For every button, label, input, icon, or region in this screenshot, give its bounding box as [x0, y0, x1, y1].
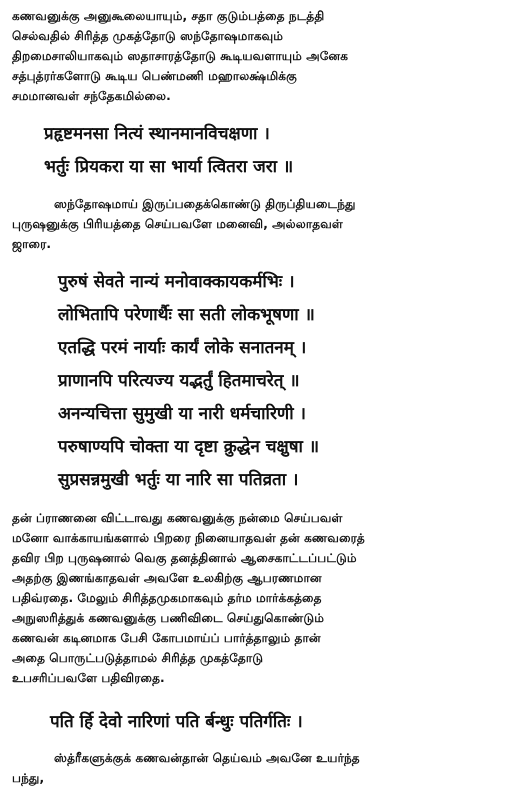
verse-line: प्राणानपि परित्यज्य यद्भर्तुं हितमाचरेत् ॥	[58, 371, 300, 391]
verse-line: पति र्हि देवो नारिणां पति र्बन्धुः पतिर्गतिः ।	[50, 712, 303, 732]
text-line: அநுஸரித்துக் கணவனுக்கு பணிவிடை செய்துகொண்டும்	[12, 611, 325, 625]
text-line: உபசரிப்பவளே பதிவிரதை.	[12, 671, 165, 685]
text-line: ஸந்தோஷமாய் இருப்பதைக்கொண்டு திருப்தியடைந்து	[54, 197, 356, 211]
verse-line: भर्तुः प्रियकरा या सा भार्या त्वितरा जरा ॥	[44, 157, 294, 177]
text-line: திறமைசாலியாகவும் ஸதாசாரத்தோடு கூடியவளாயும் அனேக	[12, 49, 349, 63]
paragraph-1	[12, 6, 510, 106]
sanskrit-verse-3	[50, 706, 303, 739]
text-line: தவிர பிற புருஷனால் வெகு தனத்தினால் ஆசைகாட்டப்பட்டும்	[12, 551, 357, 565]
text-line: தன் ப்ராணனை விட்டாவது கணவனுக்கு நன்மை செய்பவள்	[12, 511, 343, 525]
paragraph-2	[12, 194, 510, 254]
text-line: கணவன் கடினமாக பேசி கோபமாய்ப் பார்த்தாலும் தான்	[12, 631, 321, 645]
text-line: சமமானவள் சந்தேகமில்லை.	[12, 89, 171, 103]
verse-line: सुप्रसन्नमुखी भर्तुः या नारि सा पतिव्रता ।	[58, 470, 299, 490]
sanskrit-verse-2	[58, 266, 319, 497]
text-line: பதிவ்ரதை. மேலும் சிரித்தமுகமாகவும் தர்ம மார்க்கத்தை	[12, 591, 322, 605]
verse-line: अनन्यचित्ता सुमुखी या नारी धर्मचारिणी ।	[58, 404, 306, 424]
text-line: மனோ வாக்காயங்களால் பிறரை நினையாதவள் தன் கணவரைத்	[12, 531, 365, 545]
verse-line: एतद्धि परमं नार्याः कार्यं लोके सनातनम् ।	[58, 338, 307, 358]
text-line: செல்வதில் சிரித்த முகத்தோடு ஸந்தோஷமாகவும்	[12, 29, 284, 43]
paragraph-3	[12, 508, 510, 688]
text-line: புருஷனுக்கு பிரியத்தை செய்பவளே மனைவி, அல்லாதவள்	[12, 217, 343, 231]
text-line: ஸ்த்ரீகளுக்குக் கணவன்தான் தெய்வம் அவனே உயர்ந்த	[54, 751, 360, 765]
paragraph-4	[12, 748, 510, 788]
text-line: அதை பொருட்படுத்தாமல் சிரித்த முகத்தோடு	[12, 651, 264, 665]
verse-line: परुषाण्यपि चोक्ता या दृष्टा क्रुद्धेन चक्षुषा ॥	[58, 437, 320, 457]
text-line: ஜாரை.	[12, 237, 51, 251]
text-line: கணவனுக்கு அனுகூலையாயும், சதா குடும்பத்தை நடத்தி	[12, 9, 325, 23]
verse-line: लोभितापि परेणार्थैः सा सती लोकभूषणा ॥	[58, 305, 315, 325]
sanskrit-verse-1	[44, 118, 293, 184]
text-line: பந்து,	[12, 771, 45, 785]
verse-line: पुरुषं सेवते नान्यं मनोवाक्कायकर्मभिः ।	[58, 272, 295, 292]
text-line: சத்புத்ரர்களோடு கூடிய பெண்மணி மஹாலக்ஷ்மிக்கு	[12, 69, 297, 83]
verse-line: प्रहृष्टमनसा नित्यं स्थानमानविचक्षणा ।	[44, 124, 270, 144]
text-line: அதற்கு இணங்காதவள் அவளே உலகிற்கு ஆபரணமான	[12, 571, 322, 585]
